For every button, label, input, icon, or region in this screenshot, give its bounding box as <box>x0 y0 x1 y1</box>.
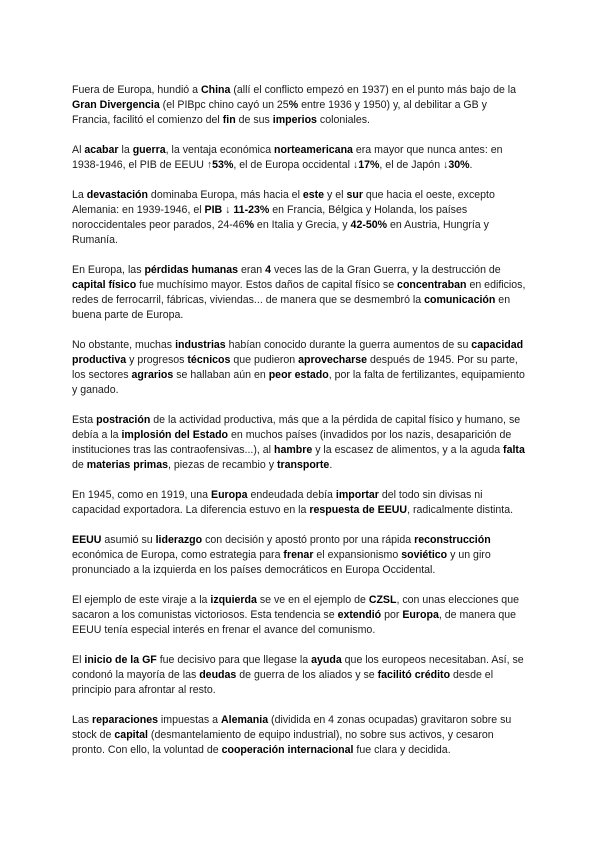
body-text-run: , la ventaja económica <box>165 144 275 156</box>
emphasis-text: Gran Divergencia <box>72 99 160 111</box>
body-text-run: en Austria, Hungría y Rumanía. <box>72 219 489 246</box>
body-text-run: . <box>469 159 473 171</box>
body-text-run: de <box>72 459 87 471</box>
body-text-run: y un giro pronunciado a la izquierda en los países democráticos en Europa Occidental. <box>72 549 491 576</box>
emphasis-text: importar <box>335 489 379 501</box>
body-text-run: Las <box>72 714 93 726</box>
body-text-run: La <box>72 189 87 201</box>
body-text-run: El ejemplo de este viraje a la <box>72 594 211 606</box>
body-text-run: impuestas a <box>157 714 221 726</box>
paragraph-4 <box>72 263 528 323</box>
emphasis-text: Europa <box>211 489 248 501</box>
body-text-run: se ve en el ejemplo de <box>256 594 369 606</box>
body-text-run: En 1945, como en 1919, una <box>72 489 212 501</box>
body-text-run: Esta <box>72 414 97 426</box>
emphasis-text: imperios <box>272 114 317 126</box>
emphasis-text: guerra <box>132 144 166 156</box>
emphasis-text: inicio de la GF <box>84 654 157 666</box>
paragraph-2 <box>72 143 528 173</box>
body-text-run: Al <box>72 144 85 156</box>
body-text-run: la <box>118 144 133 156</box>
body-text-run: ↓ <box>222 204 234 216</box>
emphasis-text: reparaciones <box>92 714 158 726</box>
emphasis-text: China <box>200 84 231 96</box>
body-text-run: dominaba Europa, más hacia el <box>147 189 303 201</box>
body-text-run: en muchos países (invadidos por los nazis, desaparición de instituciones tras las contraofensivas...), al <box>72 429 512 456</box>
body-text-run: entre 1936 y 1950) y, al debilitar a GB y Francia, facilitó el comienzo del <box>72 99 487 126</box>
emphasis-text: hambre <box>273 444 313 456</box>
body-text-run: (allí el conflicto empezó en 1937) en el punto más bajo de la <box>230 84 517 96</box>
paragraph-8 <box>72 533 528 578</box>
paragraph-9 <box>72 593 528 638</box>
paragraph-7 <box>72 488 528 518</box>
body-text-run: fue muchísimo mayor. Estos daños de capital físico se <box>136 279 398 291</box>
emphasis-text: CZSL <box>368 594 397 606</box>
body-text-run: con decisión y apostó pronto por una rápida <box>202 534 415 546</box>
body-text-run: que pudieron <box>230 354 299 366</box>
emphasis-text: ayuda <box>311 654 342 666</box>
body-text-run: asumió su <box>101 534 156 546</box>
body-text-run: fue decisivo para que llegase la <box>156 654 312 666</box>
body-text-run: y la escasez de alimentos, y a la aguda <box>312 444 504 456</box>
emphasis-text: peor estado <box>268 369 329 381</box>
emphasis-text: devastación <box>86 189 148 201</box>
body-text-run: económica de Europa, como estrategia para <box>72 549 284 561</box>
emphasis-text: PIB <box>204 204 223 216</box>
body-text-run: No obstante, muchas <box>72 339 176 351</box>
body-text-run: de la actividad productiva, más que a la pérdida de capital físico y humano, se debía a la <box>72 414 521 441</box>
body-text-run: desde el principio para afrontar al resto. <box>72 669 494 696</box>
emphasis-text: concentraban <box>397 279 467 291</box>
emphasis-text: fin <box>222 114 236 126</box>
emphasis-text: comunicación <box>424 294 496 306</box>
body-text-run: , radicalmente distinta. <box>407 504 514 516</box>
body-text-run: se hallaban aún en <box>173 369 269 381</box>
emphasis-text: 4 <box>265 264 272 276</box>
emphasis-text: capital <box>114 729 148 741</box>
emphasis-text: postración <box>96 414 151 426</box>
emphasis-text: EEUU <box>72 534 102 546</box>
body-text-run: en edificios, redes de ferrocarril, fábricas, viviendas... de manera que se desmembró la <box>72 279 526 306</box>
body-text-run: (desmantelamiento de equipo industrial), no sobre sus activos, y cesaron pronto. Con ello, la voluntad de <box>72 729 494 756</box>
emphasis-text: 17% <box>358 159 380 171</box>
body-text-run: y progresos <box>126 354 188 366</box>
body-text-run: endeudada debía <box>247 489 336 501</box>
emphasis-text: extendió <box>337 609 382 621</box>
emphasis-text: % <box>244 219 254 231</box>
body-text-run: habían conocido durante la guerra aumentos de su <box>225 339 472 351</box>
emphasis-text: este <box>302 189 325 201</box>
emphasis-text: Alemania <box>221 714 269 726</box>
body-text-run: que hacia el oeste, excepto Alemania: en 1939-1946, el <box>72 189 495 216</box>
body-text-run: era mayor que nunca antes: en 1938-1946, el PIB de EEUU ↑ <box>72 144 503 171</box>
body-text-run: por <box>381 609 403 621</box>
emphasis-text: Europa <box>402 609 439 621</box>
body-text-run: , de manera que EEUU tenía especial interés en frenar el avance del comunismo. <box>72 609 516 636</box>
body-text-run: en Italia y Grecia, y <box>253 219 351 231</box>
emphasis-text: 30% <box>448 159 470 171</box>
body-text-run: veces las de la Gran Guerra, y la destrucción de <box>271 264 501 276</box>
body-text-run: , piezas de recambio y <box>168 459 277 471</box>
emphasis-text: acabar <box>84 144 119 156</box>
body-text-run: del todo sin divisas ni capacidad exportadora. La diferencia estuvo en la <box>72 489 483 516</box>
body-text-run: de sus <box>235 114 273 126</box>
body-text-run: coloniales. <box>316 114 370 126</box>
body-text-run: Fuera de Europa, hundió a <box>72 84 201 96</box>
emphasis-text: implosión del Estado <box>121 429 229 441</box>
emphasis-text: falta <box>503 444 525 456</box>
body-text-run: después de 1945. Por su parte, los sectores <box>72 354 518 381</box>
body-text-run: el expansionismo <box>313 549 402 561</box>
body-text-run: , el de Europa occidental ↓ <box>233 159 359 171</box>
emphasis-text: frenar <box>283 549 314 561</box>
emphasis-text: liderazgo <box>155 534 203 546</box>
emphasis-text: 53% <box>212 159 234 171</box>
paragraph-3 <box>72 188 528 248</box>
body-text-run: , por la falta de fertilizantes, equipamiento y ganado. <box>72 369 525 396</box>
body-text-run: y el <box>324 189 347 201</box>
emphasis-text: capital físico <box>72 279 137 291</box>
paragraph-11 <box>72 713 528 758</box>
emphasis-text: 42-50% <box>350 219 388 231</box>
body-text-run: (el PIBpc chino cayó un 25 <box>159 99 289 111</box>
body-text-run: eran <box>238 264 266 276</box>
emphasis-text: agrarios <box>131 369 174 381</box>
emphasis-text: norteamericana <box>274 144 353 156</box>
paragraph-10 <box>72 653 528 698</box>
emphasis-text: aprovecharse <box>298 354 368 366</box>
emphasis-text: soviético <box>401 549 448 561</box>
emphasis-text: deudas <box>199 669 237 681</box>
paragraph-1 <box>72 83 528 128</box>
emphasis-text: 11-23% <box>233 204 270 216</box>
body-text-run: de guerra de los aliados y se <box>236 669 378 681</box>
emphasis-text: reconstrucción <box>414 534 491 546</box>
body-text-run: . <box>329 459 333 471</box>
paragraph-6 <box>72 413 528 473</box>
body-text-run: en buena parte de Europa. <box>72 294 511 321</box>
paragraph-5 <box>72 338 528 398</box>
document-body <box>72 83 528 758</box>
emphasis-text: sur <box>346 189 363 201</box>
body-text-run: , el de Japón ↓ <box>379 159 449 171</box>
body-text-run: fue clara y decidida. <box>353 744 451 756</box>
body-text-run: (dividida en 4 zonas ocupadas) gravitaron sobre su stock de <box>72 714 512 741</box>
body-text-run: , con unas elecciones que sacaron a los comunistas victoriosos. Esta tendencia se <box>72 594 519 621</box>
body-text-run: El <box>72 654 85 666</box>
emphasis-text: capacidad productiva <box>72 339 524 366</box>
emphasis-text: transporte <box>276 459 330 471</box>
emphasis-text: respuesta de EEUU <box>309 504 408 516</box>
body-text-run: en Francia, Bélgica y Holanda, los países noroccidentales peor parados, 24-46 <box>72 204 468 231</box>
emphasis-text: técnicos <box>187 354 231 366</box>
emphasis-text: facilitó crédito <box>377 669 451 681</box>
emphasis-text: cooperación internacional <box>221 744 354 756</box>
body-text-run: En Europa, las <box>72 264 145 276</box>
emphasis-text: materias primas <box>86 459 168 471</box>
body-text-run: que los europeos necesitaban. Así, se condonó la mayoría de las <box>72 654 524 681</box>
emphasis-text: izquierda <box>210 594 257 606</box>
emphasis-text: pérdidas humanas <box>144 264 239 276</box>
emphasis-text: industrias <box>175 339 226 351</box>
emphasis-text: % <box>288 99 299 111</box>
